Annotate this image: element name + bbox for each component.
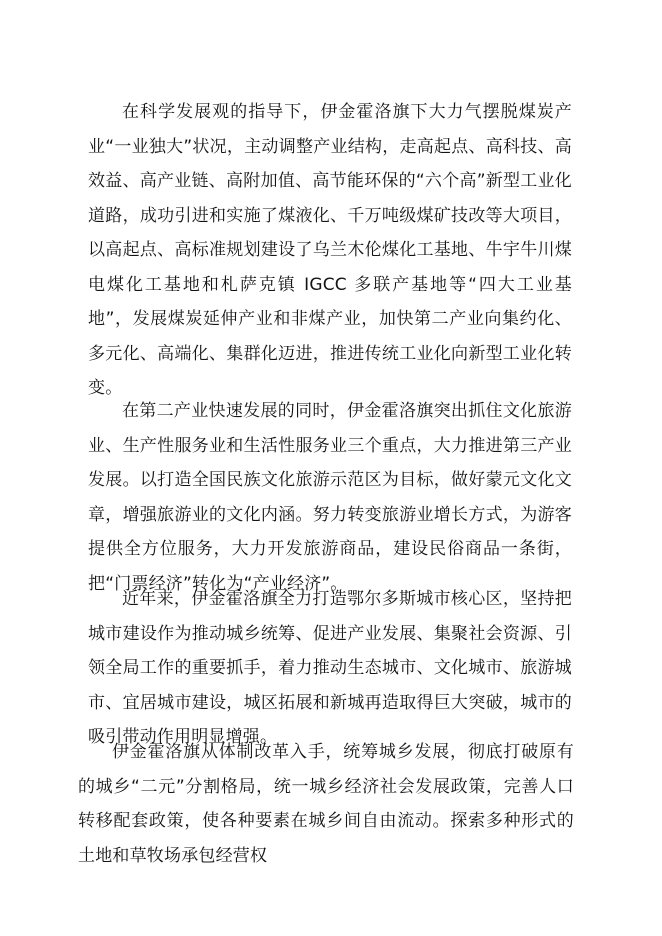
paragraph-industry-structure: 在科学发展观的指导下，伊金霍洛旗下大力气摆脱煤炭产业“一业独大”状况，主动调整产业结构，走高起点、高科技、高效益、高产业链、高附加值、高节能环保的“六个高”新型工业化道路，成功引进和实施了煤液化、千万吨级煤矿技改等大项目，以高起点、高标准规划建设了乌兰木伦煤化工基地、牛宇牛川煤电煤化工基地和札萨克镇 IGCC 多联产基地等“四大工业基地”，发展煤炭延伸产业和非煤产业，加快第二产业向集约化、多元化、高端化、集群化迈进，推进传统工业化向新型工业化转变。 bbox=[88, 102, 572, 398]
paragraph-tertiary-industry: 在第二产业快速发展的同时，伊金霍洛旗突出抓住文化旅游业、生产性服务业和生活性服务业三个重点，大力推进第三产业发展。以打造全国民族文化旅游示范区为目标，做好蒙元文化文章，增强旅游业的文化内涵。努力转变旅游业增长方式，为游客提供全方位服务，大力开发旅游商品，建设民俗商品一条街，把“门票经济”转化为“产业经济”。 bbox=[88, 401, 572, 594]
paragraph-urban-rural-reform: 伊金霍洛旗从体制改革入手，统筹城乡发展，彻底打破原有的城乡“二元”分割格局，统一城乡经济社会发展政策，完善人口转移配套政策，使各种要素在城乡间自由流动。探索多种形式的土地和草牧场承包经营权 bbox=[78, 742, 574, 866]
paragraph-city-core: 近年来，伊金霍洛旗全力打造鄂尔多斯城市核心区，坚持把城市建设作为推动城乡统筹、促进产业发展、集聚社会资源、引领全局工作的重要抓手，着力推动生态城市、文化城市、旅游城市、宜居城市建设，城区拓展和新城再造取得巨大突破，城市的吸引带动作用明显增强。 bbox=[88, 589, 572, 747]
